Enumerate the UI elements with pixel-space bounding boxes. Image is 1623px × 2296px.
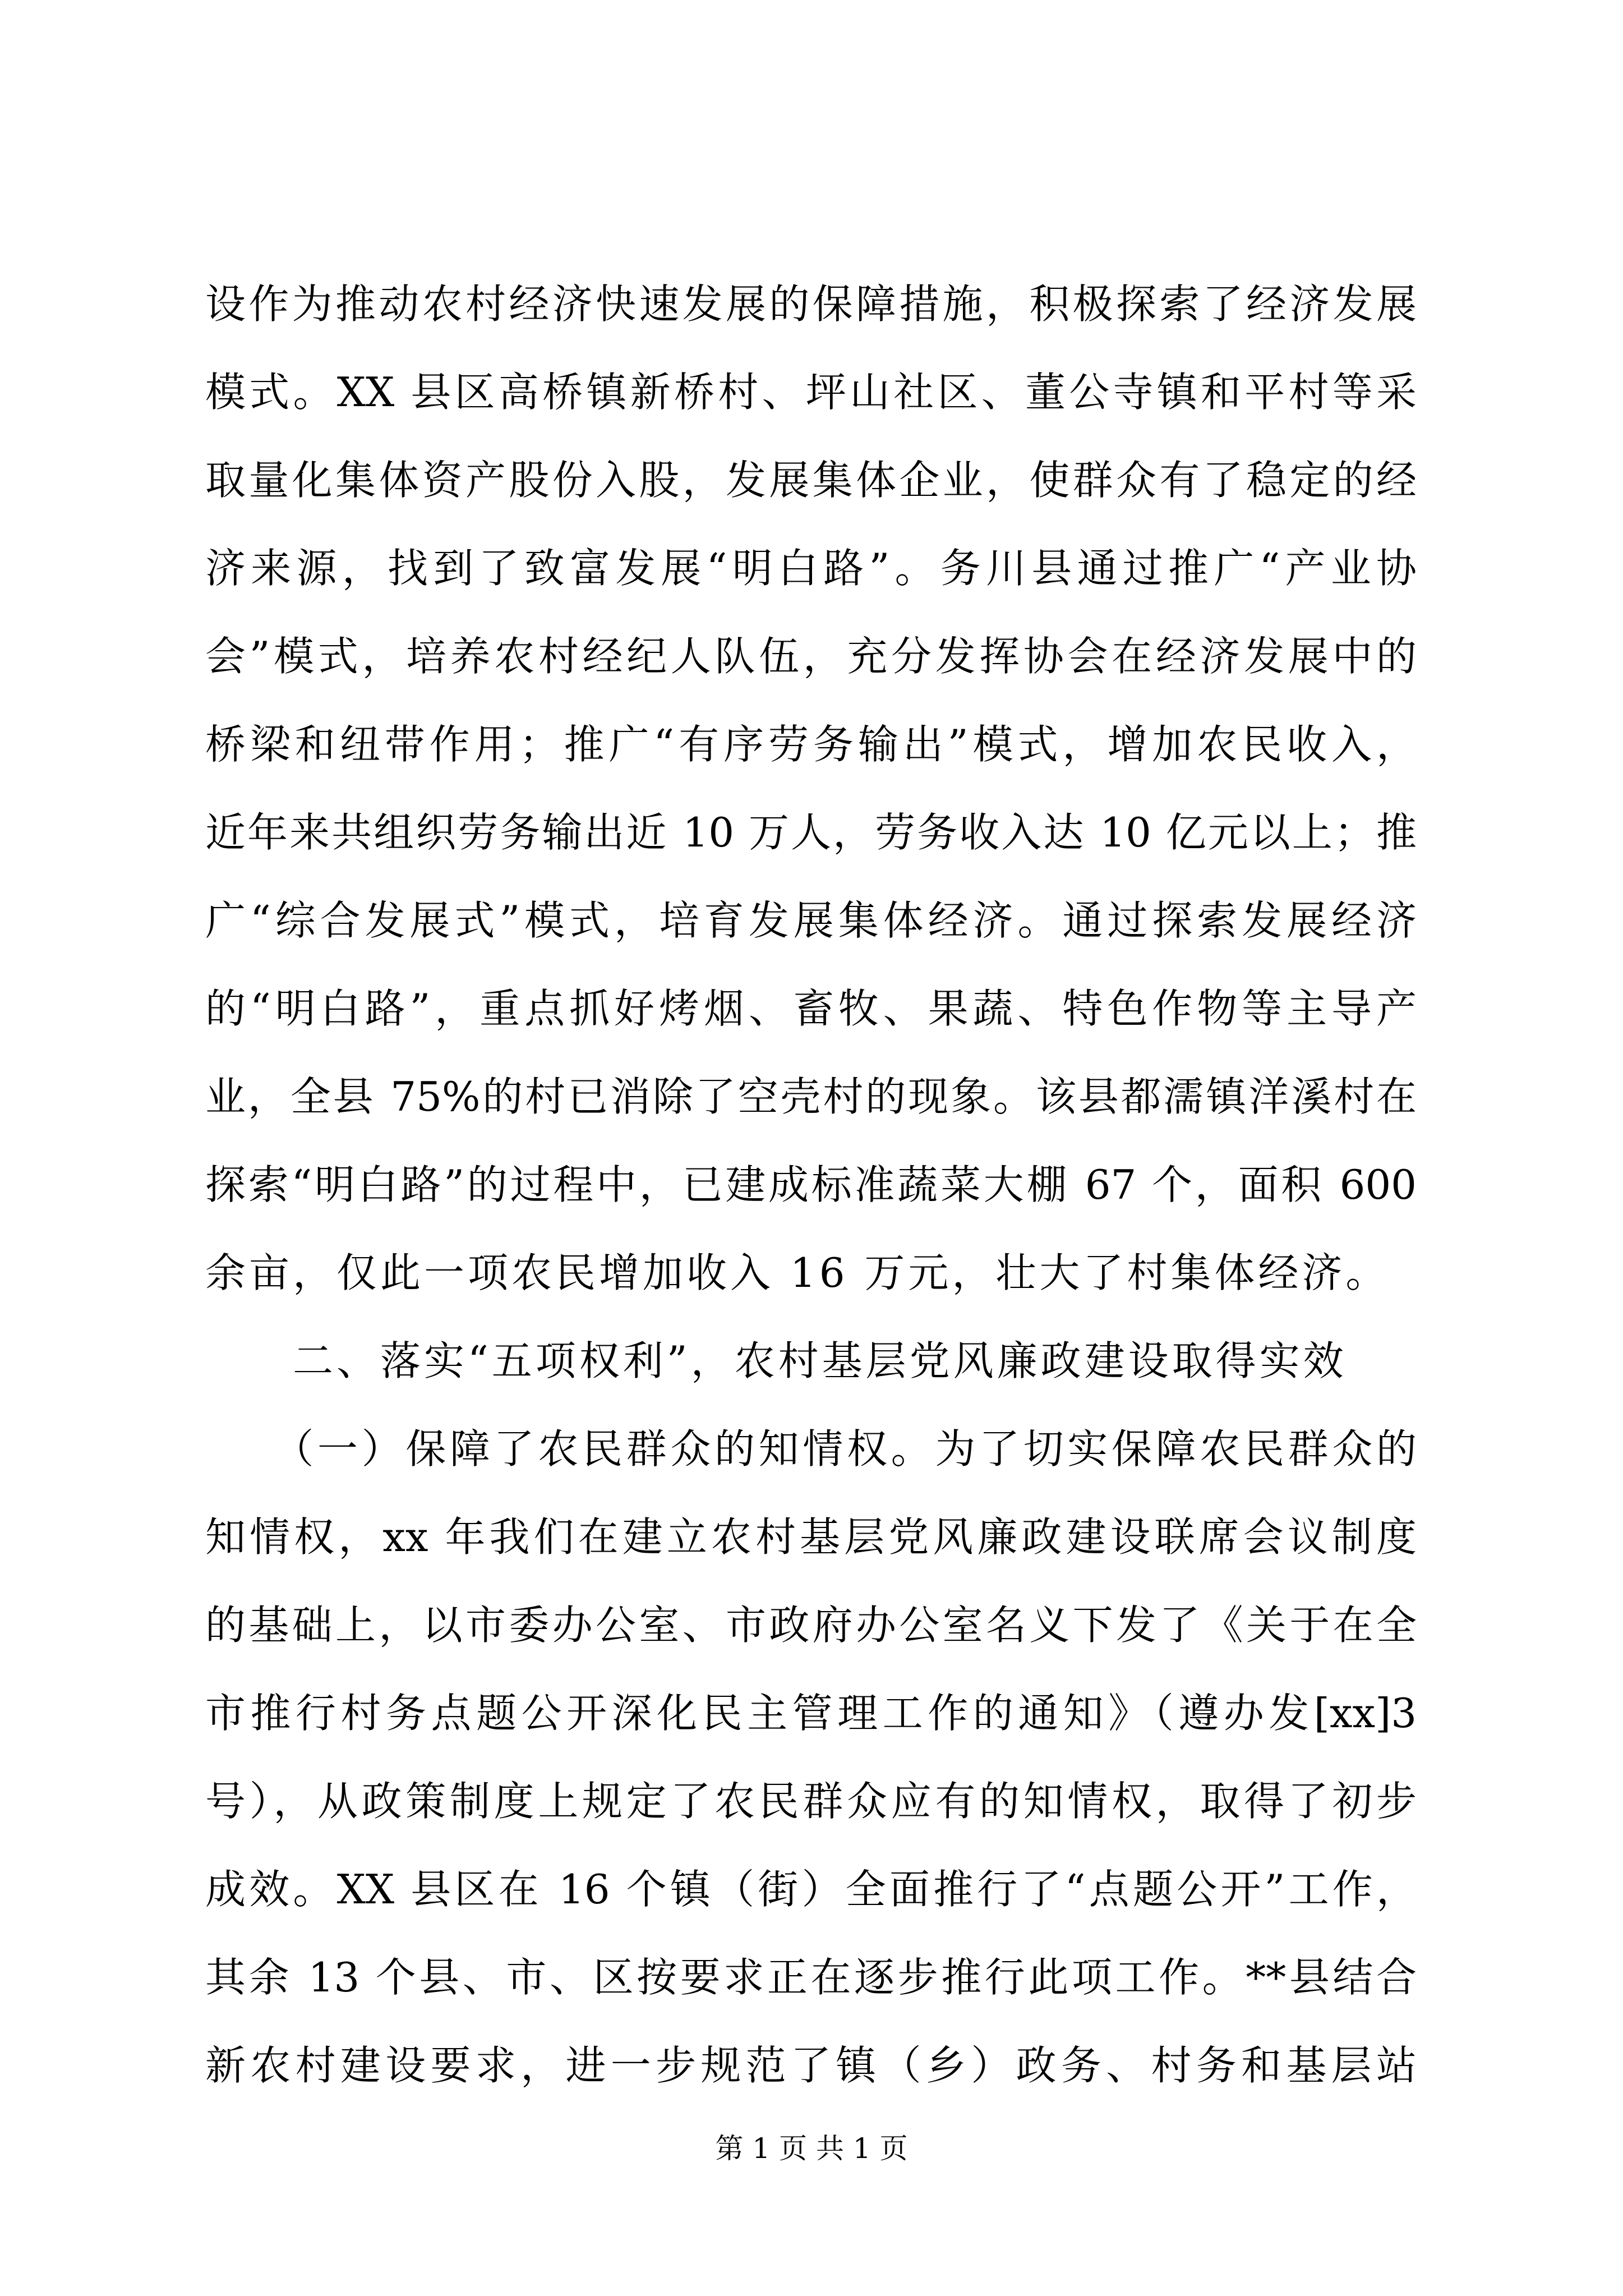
page-footer [0, 2132, 1623, 2165]
section-heading: 二、落实“五项权利”，农村基层党风廉政建设取得实效 [205, 1337, 1347, 1384]
body-line: 近年来共组织劳务输出近 10 万人，劳务收入达 10 亿元以上；推 [205, 809, 1417, 856]
body-line: 知情权，xx 年我们在建立农村基层党风廉政建设联席会议制度 [205, 1513, 1417, 1561]
body-line: 的“明白路”，重点抓好烤烟、畜牧、果蔬、特色作物等主导产 [205, 985, 1417, 1032]
page-number-label: 第 1 页 共 1 页 [715, 2132, 908, 2165]
body-line: 取量化集体资产股份入股，发展集体企业，使群众有了稳定的经 [205, 457, 1417, 504]
body-line: 的基础上，以市委办公室、市政府办公室名义下发了《关于在全 [205, 1602, 1417, 1649]
body-line: 广“综合发展式”模式，培育发展集体经济。通过探索发展经济 [205, 897, 1417, 944]
body-line: 市推行村务点题公开深化民主管理工作的通知》（遵办发[xx]3 [205, 1690, 1417, 1737]
body-line: 成效。XX 县区在 16 个镇（街）全面推行了“点题公开”工作， [205, 1866, 1417, 1913]
document-body [205, 260, 1417, 2110]
body-line: 余亩，仅此一项农民增加收入 16 万元，壮大了村集体经济。 [205, 1249, 1390, 1296]
body-line: 业，全县 75%的村已消除了空壳村的现象。该县都濡镇洋溪村在 [205, 1073, 1417, 1120]
body-line: 济来源，找到了致富发展“明白路”。务川县通过推广“产业协 [205, 545, 1417, 592]
body-line: 其余 13 个县、市、区按要求正在逐步推行此项工作。**县结合 [205, 1954, 1417, 2001]
body-line: 探索“明白路”的过程中，已建成标准蔬菜大棚 67 个，面积 600 [205, 1161, 1417, 1208]
body-line: 模式。XX 县区高桥镇新桥村、坪山社区、董公寺镇和平村等采 [205, 369, 1417, 416]
body-line: 新农村建设要求，进一步规范了镇（乡）政务、村务和基层站 [205, 2042, 1417, 2089]
body-line: （一）保障了农民群众的知情权。为了切实保障农民群众的 [205, 1425, 1417, 1473]
body-line: 号），从政策制度上规定了农民群众应有的知情权，取得了初步 [205, 1778, 1417, 1825]
body-line: 设作为推动农村经济快速发展的保障措施，积极探索了经济发展 [205, 280, 1417, 328]
body-line: 桥梁和纽带作用；推广“有序劳务输出”模式，增加农民收入， [205, 721, 1417, 768]
body-line: 会”模式，培养农村经纪人队伍，充分发挥协会在经济发展中的 [205, 633, 1417, 680]
